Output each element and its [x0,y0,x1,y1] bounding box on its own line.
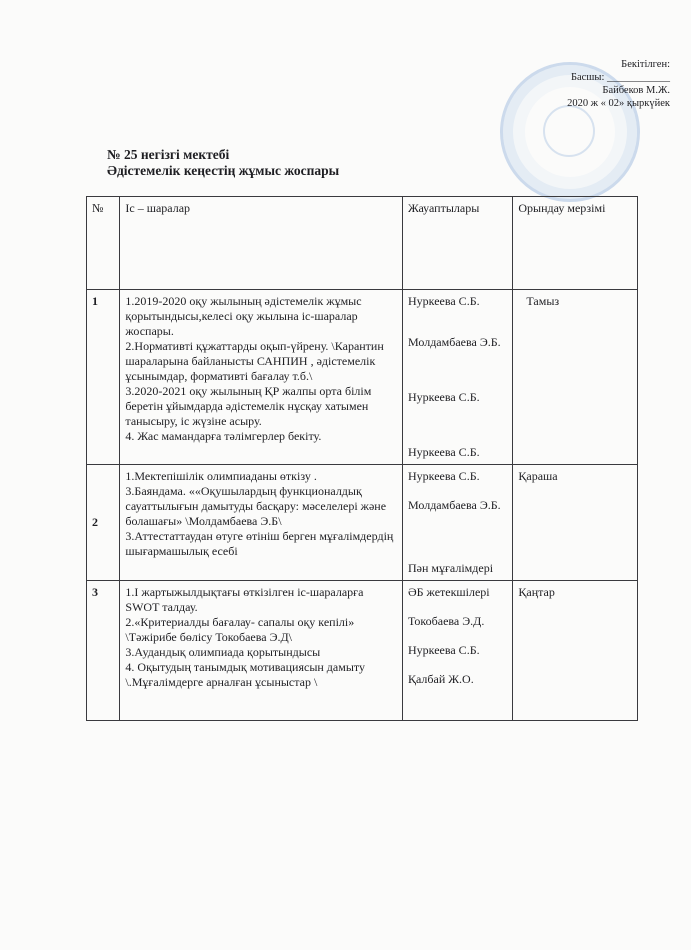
header-number: № [87,197,120,290]
deadline-text: Тамыз [526,294,560,308]
row-number: 1 [87,290,120,465]
table-row [87,465,638,581]
activity-item: 1.І жартыжылдықтағы өткізілген іс-шараларға SWOT талдау. [125,585,364,614]
activity-item: 2.«Критериалды бағалау- сапалы оқу кепілі» \Тәжірибе бөлісу Токобаева Э.Д\ [125,615,355,644]
row-responsible [403,465,513,581]
document-title: Әдістемелік кеңестің жұмыс жоспары [107,163,340,178]
responsible-person: Нуркеева С.Б. [408,390,480,404]
row-activities [120,465,403,581]
header-deadline: Орындау мерзімі [513,197,638,290]
table-row [87,581,638,721]
activity-item: 3.Аттестаттаудан өтуге өтініш берген мұғалімдердің шығармашылық есебі [125,529,394,558]
responsible-person: Молдамбаева Э.Б. [408,498,501,512]
work-plan-table [86,196,638,721]
row-number: 2 [87,465,120,581]
row-number: 3 [87,581,120,721]
activity-item: 2.Нормативті құжаттарды оқып-үйрену. \Карантин шараларына байланысты САНПИН , әдістемелік ұсынымдар, формативті бағалау т.б.\ [125,339,384,383]
deadline-text: Қараша [518,469,558,483]
row-deadline [513,290,638,465]
responsible-person: Токобаева Э.Д. [408,614,485,628]
stamp-emblem [543,105,595,157]
row-responsible [403,581,513,721]
document-heading [107,147,339,179]
header-activities: Іс – шаралар [120,197,403,290]
header-responsible: Жауаптылары [403,197,513,290]
approval-label: Бекітілген: [621,59,670,70]
director-signature-line: Басшы: ____________ [570,72,670,83]
deadline-text: Қаңтар [518,585,555,599]
responsible-person: Нуркеева С.Б. [408,643,480,657]
activity-item: 4. Жас мамандарға тәлімгерлер бекіту. [125,429,322,443]
approval-date: 2020 ж « 02» қыркүйек [567,98,670,109]
row-responsible [403,290,513,465]
row-activities [120,581,403,721]
responsible-person: Пән мұғалімдері [408,561,494,575]
responsible-person: Нуркеева С.Б. [408,445,480,459]
table-row [87,290,638,465]
row-deadline [513,581,638,721]
responsible-person: Молдамбаева Э.Б. [408,335,501,349]
activity-item: 3.Баяндама. ««Оқушылардың функционалдық сауаттылығын дамытуды басқару: мәселелері және болашағы» \Молдамбаева Э.Б\ [125,484,387,528]
school-name: № 25 негізгі мектебі [107,147,230,162]
activity-item: 1.2019-2020 оқу жылының әдістемелік жұмыс қорытындысы,келесі оқу жылына іс-шаралар жоспары. [125,294,362,338]
activity-item: 1.Мектепішілік олимпиаданы өткізу . [125,469,317,483]
row-activities [120,290,403,465]
responsible-person: Қалбай Ж.О. [408,672,474,686]
activity-item: 3.Аудандық олимпиада қорытындысы [125,645,321,659]
approval-block [520,58,670,110]
responsible-person: ӘБ жетекшілері [408,585,490,599]
activity-item: 4. Оқытудың танымдық мотивациясын дамыту \.Мұғалімдерге арналған ұсыныстар \ [125,660,365,689]
table-header-row [87,197,638,290]
row-deadline [513,465,638,581]
responsible-person: Нуркеева С.Б. [408,469,480,483]
activity-item: 3.2020-2021 оқу жылының ҚР жалпы орта білім беретін ұйымдарда әдістемелік нұсқау хатымен танысыру, іс жүзіне асыру. [125,384,372,428]
responsible-person: Нуркеева С.Б. [408,294,480,308]
director-name: Байбеков М.Ж. [602,85,670,96]
